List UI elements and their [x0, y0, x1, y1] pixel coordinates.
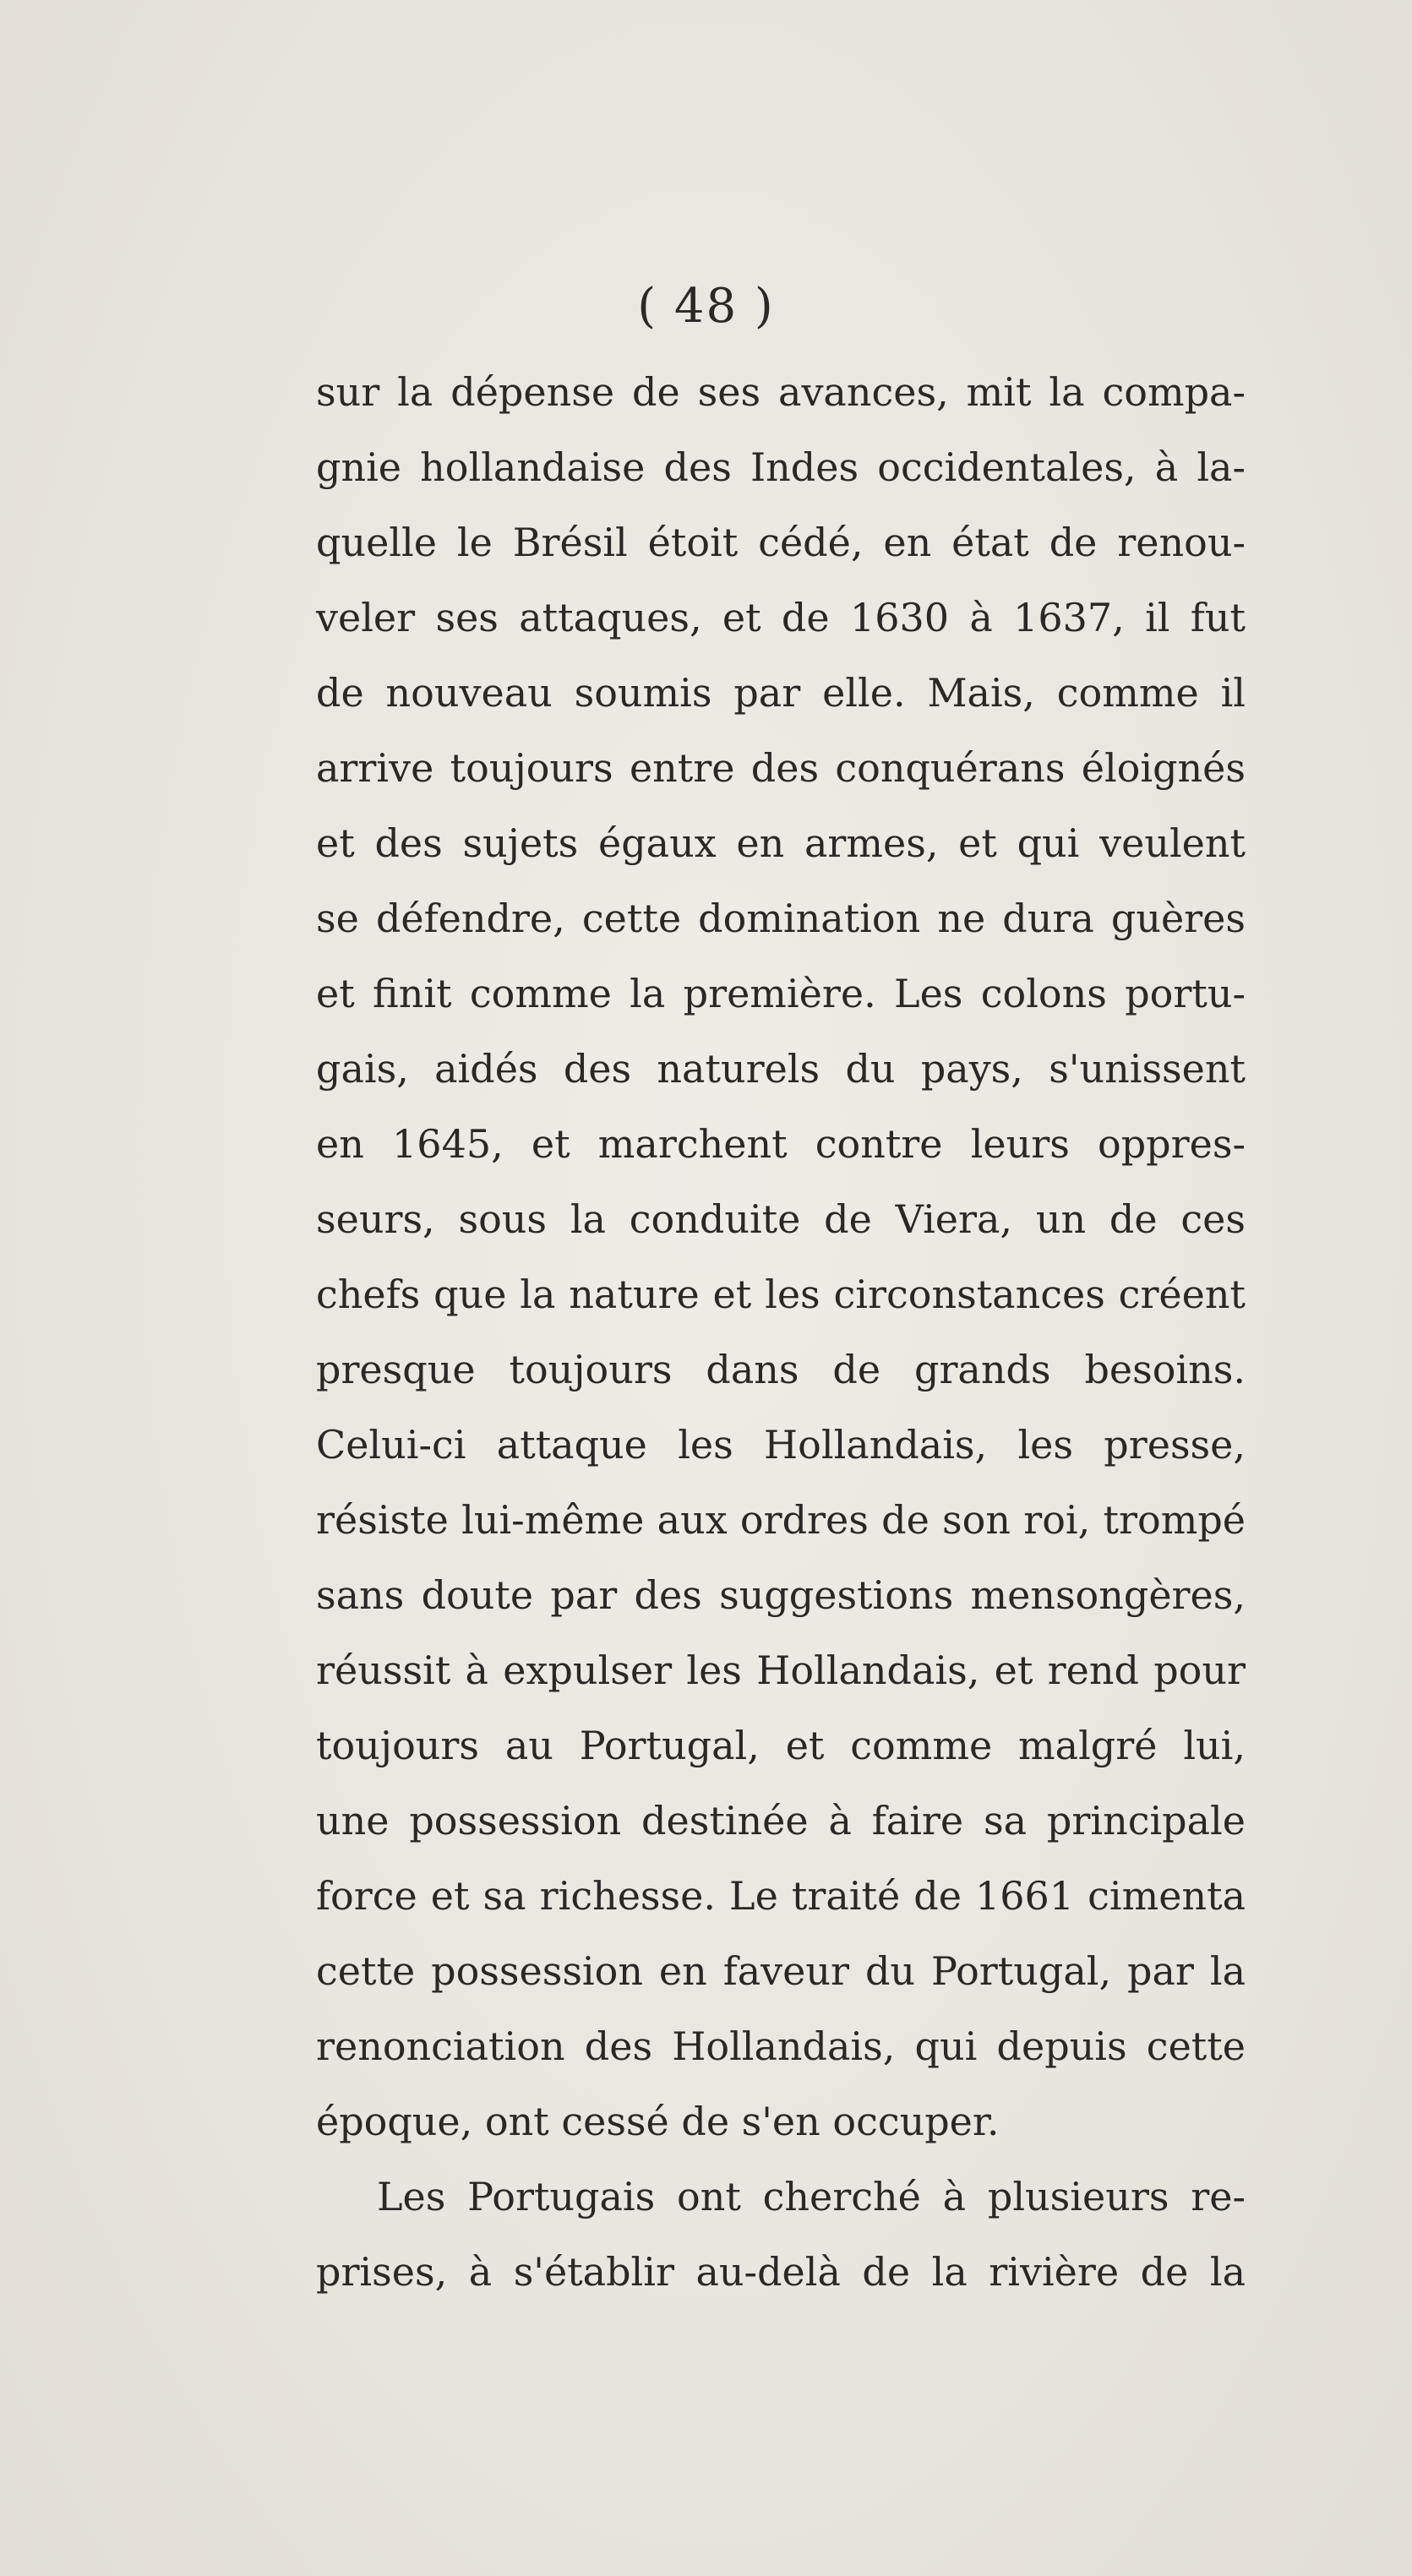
text-line: réussit à expulser les Hollandais, et rend pour: [316, 1647, 1246, 1693]
text-line: presque toujours dans de grands besoins.: [316, 1347, 1246, 1392]
text-line: une possession destinée à faire sa principale: [316, 1798, 1246, 1844]
text-line: gnie hollandaise des Indes occidentales, à la-: [316, 444, 1246, 490]
page-number: ( 48 ): [637, 279, 775, 334]
text-line: toujours au Portugal, et comme malgré lui,: [316, 1723, 1246, 1768]
text-line: sur la dépense de ses avances, mit la compa-: [316, 369, 1246, 415]
body-text: [316, 355, 1246, 2310]
text-line: et finit comme la première. Les colons portu-: [316, 971, 1246, 1016]
text-line: seurs, sous la conduite de Viera, un de ces: [316, 1196, 1246, 1242]
text-line: quelle le Brésil étoit cédé, en état de renou-: [316, 520, 1246, 565]
text-line: Celui-ci attaque les Hollandais, les presse,: [316, 1422, 1246, 1468]
text-line: et des sujets égaux en armes, et qui veulent: [316, 820, 1246, 866]
text-line: se défendre, cette domination ne dura guères: [316, 896, 1246, 941]
text-line: en 1645, et marchent contre leurs oppres-: [316, 1121, 1246, 1167]
text-line: gais, aidés des naturels du pays, s'unissent: [316, 1046, 1246, 1092]
text-line: de nouveau soumis par elle. Mais, comme il: [316, 670, 1246, 716]
text-line: chefs que la nature et les circonstances créent: [316, 1272, 1246, 1317]
text-line: Les Portugais ont cherché à plusieurs re-: [377, 2174, 1246, 2219]
text-line: cette possession en faveur du Portugal, par la: [316, 1948, 1246, 1994]
text-line: époque, ont cessé de s'en occuper.: [316, 2099, 1000, 2144]
text-line: arrive toujours entre des conquérans éloignés: [316, 745, 1246, 791]
text-line: résiste lui-même aux ordres de son roi, trompé: [316, 1497, 1246, 1543]
text-line: force et sa richesse. Le traité de 1661 cimenta: [316, 1873, 1246, 1919]
text-line: sans doute par des suggestions mensongères,: [316, 1572, 1246, 1618]
text-line: renonciation des Hollandais, qui depuis cette: [316, 2023, 1246, 2069]
text-line: veler ses attaques, et de 1630 à 1637, il fut: [316, 595, 1246, 640]
text-line: prises, à s'établir au-delà de la rivière de la: [316, 2249, 1246, 2295]
